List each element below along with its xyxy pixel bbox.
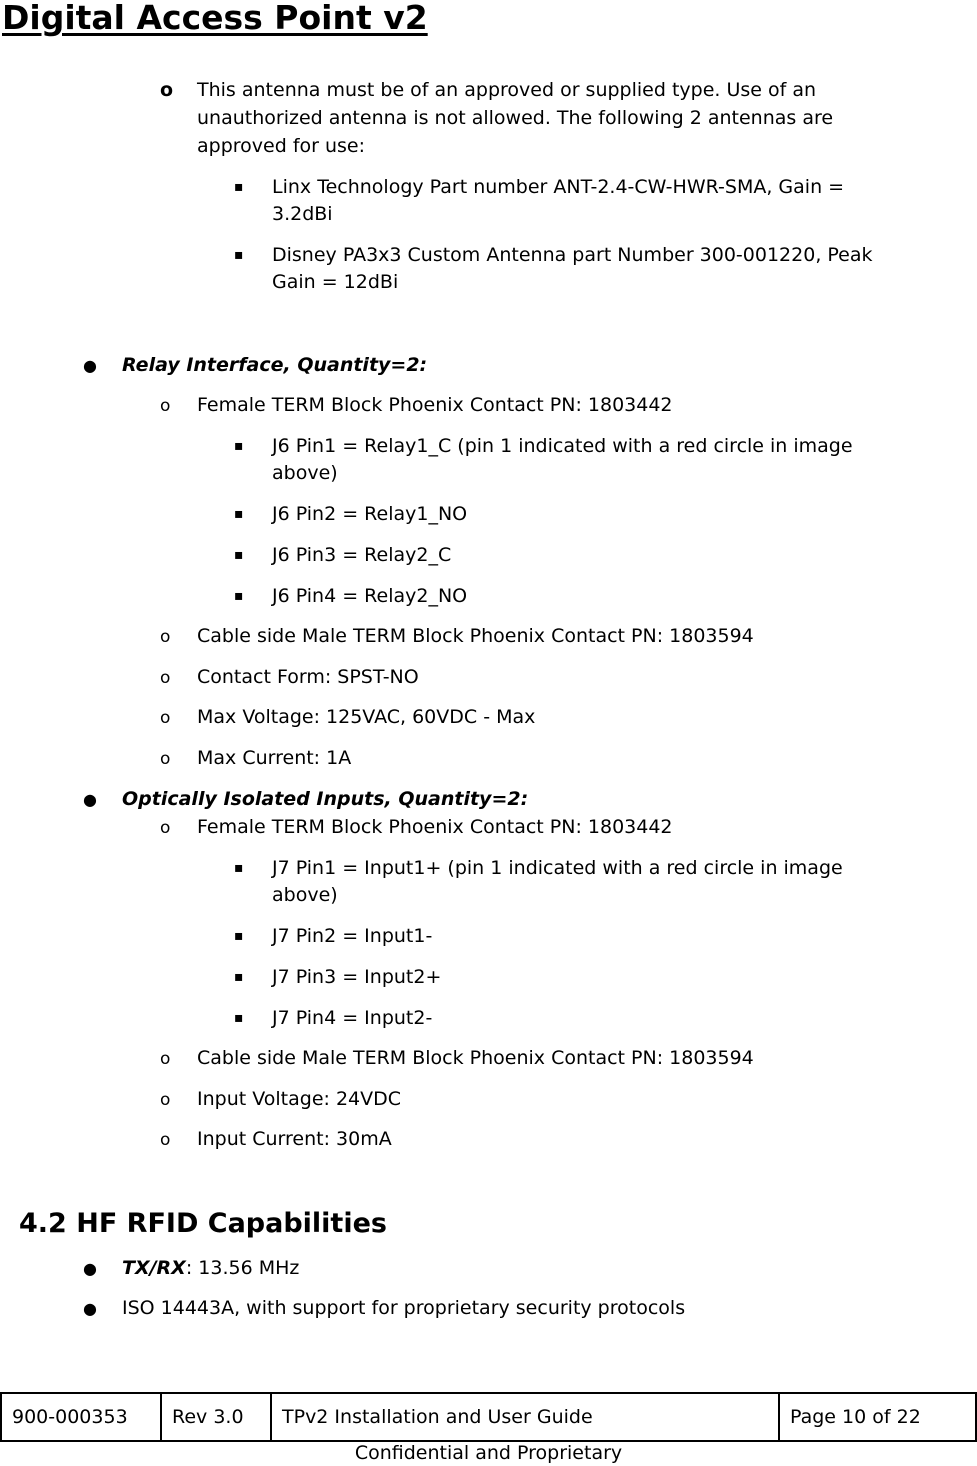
square-bullet: ▪ (234, 438, 244, 454)
open-bullet: o (160, 708, 171, 728)
footer-title: TPv2 Installation and User Guide (271, 1393, 779, 1441)
filled-bullet: ● (83, 1259, 97, 1278)
relay-max-current: Max Current: 1A (197, 747, 352, 769)
optical-pin-3: J7 Pin3 = Input2+ (272, 966, 442, 988)
open-bullet: o (160, 818, 171, 838)
section-heading-hf-rfid: 4.2 HF RFID Capabilities (19, 1208, 387, 1239)
optical-input-current: Input Current: 30mA (197, 1128, 392, 1150)
relay-pin-2: J6 Pin2 = Relay1_NO (272, 503, 468, 525)
square-bullet: ▪ (234, 928, 244, 944)
footer-doc-number: 900-000353 (1, 1393, 161, 1441)
txrx-line (122, 1255, 299, 1282)
optical-input-voltage: Input Voltage: 24VDC (197, 1088, 402, 1110)
footer-table (0, 1392, 977, 1442)
iso-line: ISO 14443A, with support for proprietary security protocols (122, 1297, 686, 1319)
relay-cable-block: Cable side Male TERM Block Phoenix Contact PN: 1803594 (197, 625, 754, 647)
antenna-text-line2: unauthorized antenna is not allowed. The following 2 antennas are (197, 107, 834, 129)
antenna-text-line3: approved for use: (197, 135, 366, 157)
optical-female-block: Female TERM Block Phoenix Contact PN: 1803442 (197, 816, 673, 838)
txrx-label: TX/RX (122, 1257, 186, 1279)
open-bullet: o (160, 627, 171, 647)
optical-heading: Optically Isolated Inputs, Quantity=2: (122, 788, 529, 810)
optical-pin-2: J7 Pin2 = Input1- (272, 925, 433, 947)
square-bullet: ▪ (234, 547, 244, 563)
footer-rev: Rev 3.0 (161, 1393, 271, 1441)
antenna-item-1-line1: Linx Technology Part number ANT-2.4-CW-HWR-SMA, Gain = (272, 176, 845, 198)
optical-pin-1-line1: J7 Pin1 = Input1+ (pin 1 indicated with a red circle in image (272, 857, 843, 879)
footer-confidential: Confidential and Proprietary (354, 1442, 623, 1464)
optical-cable-block: Cable side Male TERM Block Phoenix Contact PN: 1803594 (197, 1047, 754, 1069)
antenna-item-2-line1: Disney PA3x3 Custom Antenna part Number 300-001220, Peak (272, 244, 873, 266)
antenna-item-1-line2: 3.2dBi (272, 203, 333, 225)
footer-page: Page 10 of 22 (779, 1393, 976, 1441)
square-bullet: ▪ (234, 506, 244, 522)
open-bullet: o (160, 1130, 171, 1150)
relay-max-voltage: Max Voltage: 125VAC, 60VDC - Max (197, 706, 536, 728)
antenna-bullet: o (160, 79, 174, 101)
relay-pin-3: J6 Pin3 = Relay2_C (272, 544, 452, 566)
antenna-text-line1: This antenna must be of an approved or supplied type. Use of an (197, 79, 817, 101)
antenna-item-2-line2: Gain = 12dBi (272, 271, 399, 293)
square-bullet: ▪ (234, 860, 244, 876)
relay-female-block: Female TERM Block Phoenix Contact PN: 1803442 (197, 394, 673, 416)
relay-contact-form: Contact Form: SPST-NO (197, 666, 419, 688)
open-bullet: o (160, 1049, 171, 1069)
page-title: Digital Access Point v2 (2, 0, 428, 37)
square-bullet: ▪ (234, 1010, 244, 1026)
square-bullet: ▪ (234, 969, 244, 985)
square-bullet: ▪ (234, 247, 244, 263)
txrx-value: : 13.56 MHz (185, 1257, 300, 1279)
filled-bullet: ● (83, 1299, 97, 1318)
open-bullet: o (160, 749, 171, 769)
relay-heading: Relay Interface, Quantity=2: (122, 354, 428, 376)
open-bullet: o (160, 668, 171, 688)
filled-bullet: ● (83, 356, 97, 375)
optical-pin-4: J7 Pin4 = Input2- (272, 1007, 433, 1029)
optical-pin-1-line2: above) (272, 884, 338, 906)
open-bullet: o (160, 1090, 171, 1110)
relay-pin-4: J6 Pin4 = Relay2_NO (272, 585, 468, 607)
filled-bullet: ● (83, 790, 97, 809)
relay-pin-1-line2: above) (272, 462, 338, 484)
open-bullet: o (160, 396, 171, 416)
square-bullet: ▪ (234, 179, 244, 195)
relay-pin-1-line1: J6 Pin1 = Relay1_C (pin 1 indicated with a red circle in image (272, 435, 853, 457)
square-bullet: ▪ (234, 588, 244, 604)
